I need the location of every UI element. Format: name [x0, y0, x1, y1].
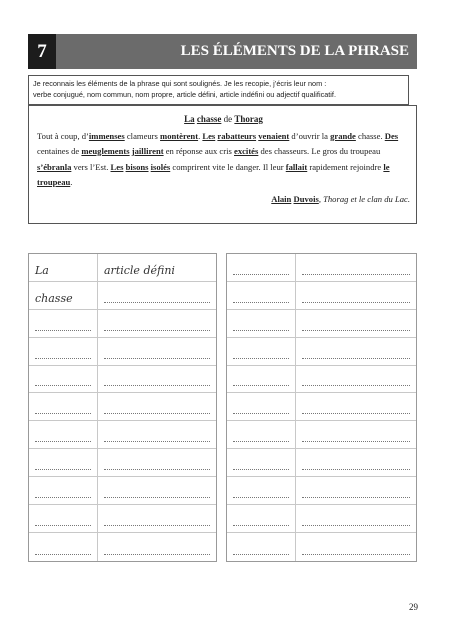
underlined-word: excités: [234, 146, 259, 156]
answer-type-cell[interactable]: [295, 505, 416, 532]
underlined-word: jaillirent: [131, 146, 164, 156]
table-row: [29, 282, 216, 310]
dotted-line: [302, 274, 410, 275]
answer-word-cell[interactable]: [29, 310, 97, 337]
table-row: [227, 505, 416, 533]
text-run: .: [70, 177, 73, 187]
dotted-line: [302, 413, 410, 414]
text-run: clameurs: [124, 130, 161, 141]
answer-word-cell[interactable]: [29, 533, 97, 561]
dotted-line: [302, 441, 410, 442]
answer-type-cell[interactable]: [97, 366, 216, 393]
table-row: [227, 533, 416, 561]
dotted-line: [104, 554, 210, 555]
text-run: rapidement rejoindre: [307, 161, 384, 172]
answer-type-cell[interactable]: [97, 477, 216, 504]
answer-table-right: [226, 253, 417, 562]
dotted-line: [233, 554, 289, 555]
title-word: Thorag: [234, 114, 263, 124]
dotted-line: [302, 525, 410, 526]
dotted-line: [35, 330, 91, 331]
handwritten-word: La: [35, 263, 49, 277]
answer-type-cell[interactable]: [295, 421, 416, 448]
table-row: [227, 449, 416, 477]
text-run: .: [198, 130, 203, 141]
dotted-line: [302, 302, 410, 303]
answer-word-cell[interactable]: [29, 449, 97, 476]
answer-word-cell[interactable]: [227, 449, 295, 476]
answer-word-cell[interactable]: [227, 477, 295, 504]
underlined-word: s’ébranla: [37, 161, 72, 172]
answer-type-cell[interactable]: [295, 393, 416, 420]
answer-word-cell[interactable]: [227, 393, 295, 420]
dotted-line: [233, 525, 289, 526]
instruction-box: [28, 75, 409, 105]
source-author: Duvois: [293, 193, 319, 204]
answer-type-cell[interactable]: [295, 254, 416, 281]
title-word: chasse: [196, 114, 222, 124]
table-row: [29, 338, 216, 366]
dotted-line: [35, 358, 91, 359]
table-row: [29, 533, 216, 561]
dotted-line: [233, 302, 289, 303]
answer-word-cell[interactable]: [227, 366, 295, 393]
answer-type-cell[interactable]: [295, 338, 416, 365]
underlined-word: Des: [384, 130, 399, 141]
underlined-word: venaient: [258, 130, 290, 141]
chapter-title: LES ÉLÉMENTS DE LA PHRASE: [56, 34, 417, 69]
text-paragraph: [37, 129, 410, 191]
table-row: [227, 338, 416, 366]
answer-type-cell[interactable]: [97, 421, 216, 448]
dotted-line: [35, 441, 91, 442]
dotted-line: [104, 330, 210, 331]
underlined-word: Les: [202, 130, 216, 141]
answer-type-cell[interactable]: [295, 477, 416, 504]
answer-word-cell[interactable]: [29, 393, 97, 420]
table-row: [227, 366, 416, 394]
title-word: de: [223, 114, 233, 124]
underlined-word: troupeau: [37, 177, 71, 187]
answer-type-cell[interactable]: [97, 449, 216, 476]
answer-type-cell[interactable]: [97, 338, 216, 365]
dotted-line: [104, 358, 210, 359]
reading-text-box: [28, 105, 417, 224]
underlined-word: isolés: [150, 161, 171, 172]
dotted-line: [35, 525, 91, 526]
table-row: [29, 254, 216, 282]
underlined-word: meuglements: [81, 146, 130, 156]
text-run: comprirent vite le danger. Il leur: [170, 161, 286, 172]
text-run: centaines de: [37, 146, 82, 156]
answer-table-left: [28, 253, 217, 562]
table-row: [227, 421, 416, 449]
dotted-line: [233, 497, 289, 498]
table-row: [29, 421, 216, 449]
dotted-line: [35, 413, 91, 414]
answer-word-cell[interactable]: [227, 533, 295, 561]
chapter-number: 7: [28, 34, 56, 69]
answer-word-cell[interactable]: [29, 338, 97, 365]
table-row: [227, 254, 416, 282]
underlined-word: le: [383, 161, 390, 172]
answer-word-cell[interactable]: [29, 477, 97, 504]
answer-type-cell[interactable]: [97, 310, 216, 337]
answer-word-cell[interactable]: [29, 505, 97, 532]
chapter-header: [28, 34, 417, 69]
dotted-line: [302, 554, 410, 555]
table-row: [29, 366, 216, 394]
table-row: [227, 282, 416, 310]
dotted-line: [302, 330, 410, 331]
underlined-word: grande: [330, 130, 356, 141]
dotted-line: [233, 330, 289, 331]
dotted-line: [233, 441, 289, 442]
answer-word-cell[interactable]: [227, 338, 295, 365]
dotted-line: [302, 385, 410, 386]
page-number: 29: [409, 602, 418, 612]
title-word: La: [184, 114, 195, 124]
text-run: chasse.: [355, 130, 385, 141]
answer-word-cell[interactable]: [29, 282, 97, 309]
handwritten-word: chasse: [35, 291, 73, 305]
dotted-line: [233, 413, 289, 414]
source-work: , Thorag et le clan du Lac.: [318, 193, 410, 204]
table-row: [29, 505, 216, 533]
underlined-word: fallait: [285, 161, 308, 172]
answer-word-cell[interactable]: [227, 282, 295, 309]
underlined-word: immenses: [88, 130, 125, 141]
underlined-word: montèrent: [160, 130, 199, 141]
answer-word-cell[interactable]: [29, 254, 97, 281]
answer-word-cell[interactable]: [29, 366, 97, 393]
table-row: [29, 310, 216, 338]
answer-type-cell[interactable]: [295, 282, 416, 309]
underlined-word: rabatteurs: [217, 130, 257, 141]
answer-type-cell[interactable]: [97, 282, 216, 309]
dotted-line: [104, 413, 210, 414]
table-row: [29, 477, 216, 505]
source-author: Alain: [271, 193, 292, 204]
underlined-word: bisons: [125, 161, 149, 172]
text-run: Tout à coup, d’: [37, 130, 89, 141]
dotted-line: [104, 469, 210, 470]
answer-word-cell[interactable]: [227, 254, 295, 281]
dotted-line: [104, 525, 210, 526]
text-run: en réponse aux cris: [163, 146, 234, 156]
dotted-line: [302, 497, 410, 498]
answer-word-cell[interactable]: [227, 421, 295, 448]
answer-type-cell[interactable]: [97, 533, 216, 561]
answer-type-cell[interactable]: [97, 254, 216, 281]
table-row: [227, 310, 416, 338]
dotted-line: [35, 554, 91, 555]
dotted-line: [104, 497, 210, 498]
dotted-line: [233, 469, 289, 470]
dotted-line: [233, 385, 289, 386]
instruction-line-2: verbe conjugué, nom commun, nom propre, article défini, article indéfini ou adjectif qualificatif.: [33, 90, 336, 99]
dotted-line: [104, 385, 210, 386]
answer-type-cell[interactable]: [97, 393, 216, 420]
table-row: [29, 449, 216, 477]
dotted-line: [104, 302, 210, 303]
dotted-line: [104, 441, 210, 442]
table-row: [227, 393, 416, 421]
table-row: [227, 477, 416, 505]
answer-word-cell[interactable]: [227, 310, 295, 337]
table-row: [29, 393, 216, 421]
dotted-line: [35, 469, 91, 470]
dotted-line: [35, 497, 91, 498]
answer-word-cell[interactable]: [29, 421, 97, 448]
text-run: d’ouvrir la: [289, 130, 331, 141]
dotted-line: [302, 358, 410, 359]
answer-type-cell[interactable]: [295, 366, 416, 393]
answer-type-cell[interactable]: [295, 449, 416, 476]
text-run: des chasseurs. Le gros du troupeau: [258, 146, 381, 156]
answer-type-cell[interactable]: [97, 505, 216, 532]
answer-type-cell[interactable]: [295, 310, 416, 337]
dotted-line: [302, 469, 410, 470]
underlined-word: Les: [110, 161, 124, 172]
text-title: [37, 112, 410, 128]
text-source: [37, 192, 410, 208]
handwritten-type: article défini: [104, 263, 175, 277]
dotted-line: [35, 385, 91, 386]
dotted-line: [233, 274, 289, 275]
instruction-line-1: Je reconnais les éléments de la phrase qui sont soulignés. Je les recopie, j’écris leur nom :: [33, 79, 327, 88]
answer-word-cell[interactable]: [227, 505, 295, 532]
dotted-line: [233, 358, 289, 359]
answer-type-cell[interactable]: [295, 533, 416, 561]
text-run: vers l’Est.: [71, 161, 111, 172]
